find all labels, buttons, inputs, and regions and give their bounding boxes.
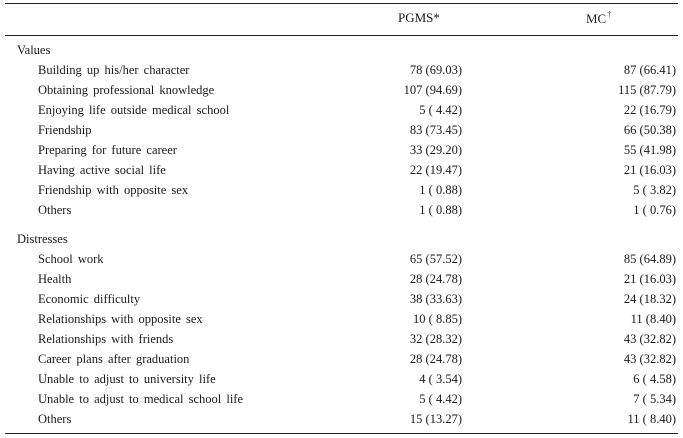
pgms-value: 5 ( 4.42) bbox=[419, 103, 462, 117]
pgms-value: 15 (13.27) bbox=[409, 412, 462, 426]
table-row bbox=[0, 163, 683, 183]
mc-value: 5 ( 3.82) bbox=[633, 183, 676, 197]
table-row bbox=[0, 392, 683, 412]
row-label: Health bbox=[38, 272, 72, 286]
pgms-value: 38 (33.63) bbox=[409, 292, 462, 306]
mc-value: 55 (41.98) bbox=[623, 143, 676, 157]
column-header-pgms: PGMS* bbox=[398, 10, 440, 25]
pgms-value: 65 (57.52) bbox=[409, 252, 462, 266]
table-row bbox=[0, 332, 683, 352]
table-row bbox=[0, 103, 683, 123]
table-top-rule bbox=[5, 3, 678, 4]
column-header-mc-label: MC bbox=[586, 11, 607, 26]
mc-value: 21 (16.03) bbox=[623, 272, 676, 286]
row-label: Obtaining professional knowledge bbox=[38, 83, 215, 97]
row-label: School work bbox=[38, 252, 104, 266]
row-label: Preparing for future career bbox=[38, 143, 177, 157]
mc-value: 24 (18.32) bbox=[623, 292, 676, 306]
row-label: Enjoying life outside medical school bbox=[38, 103, 230, 117]
column-header-mc bbox=[586, 10, 611, 27]
row-label: Relationships with opposite sex bbox=[38, 312, 203, 326]
row-label: Others bbox=[38, 203, 72, 217]
table-row bbox=[0, 203, 683, 223]
table-row bbox=[0, 292, 683, 312]
table-row bbox=[0, 63, 683, 83]
pgms-value: 83 (73.45) bbox=[409, 123, 462, 137]
pgms-value: 10 ( 8.85) bbox=[413, 312, 462, 326]
pgms-value: 28 (24.78) bbox=[409, 272, 462, 286]
row-label: Others bbox=[38, 412, 72, 426]
column-header-mc-footnote-mark: † bbox=[607, 10, 612, 19]
table-row bbox=[0, 252, 683, 272]
mc-value: 6 ( 4.58) bbox=[633, 372, 676, 386]
table-row bbox=[0, 312, 683, 332]
table-row bbox=[0, 352, 683, 372]
row-label: Friendship bbox=[38, 123, 92, 137]
pgms-value: 1 ( 0.88) bbox=[419, 183, 462, 197]
row-label: Building up his/her character bbox=[38, 63, 190, 77]
pgms-value: 28 (24.78) bbox=[409, 352, 462, 366]
table-row bbox=[0, 83, 683, 103]
pgms-value: 107 (94.69) bbox=[403, 83, 462, 97]
row-label: Friendship with opposite sex bbox=[38, 183, 189, 197]
pgms-value: 78 (69.03) bbox=[409, 63, 462, 77]
mc-value: 87 (66.41) bbox=[623, 63, 676, 77]
header-rule bbox=[5, 35, 678, 36]
mc-value: 85 (64.89) bbox=[623, 252, 676, 266]
mc-value: 22 (16.79) bbox=[623, 103, 676, 117]
mc-value: 66 (50.38) bbox=[623, 123, 676, 137]
table-row bbox=[0, 412, 683, 432]
row-label: Unable to adjust to university life bbox=[38, 372, 216, 386]
mc-value: 43 (32.82) bbox=[623, 332, 676, 346]
pgms-value: 22 (19.47) bbox=[409, 163, 462, 177]
mc-value: 21 (16.03) bbox=[623, 163, 676, 177]
section-title-distresses: Distresses bbox=[17, 232, 68, 246]
mc-value: 115 (87.79) bbox=[618, 83, 676, 97]
mc-value: 1 ( 0.76) bbox=[633, 203, 676, 217]
pgms-value: 1 ( 0.88) bbox=[419, 203, 462, 217]
pgms-value: 32 (28.32) bbox=[409, 332, 462, 346]
mc-value: 7 ( 5.34) bbox=[633, 392, 676, 406]
row-label: Career plans after graduation bbox=[38, 352, 190, 366]
table-bottom-rule bbox=[5, 433, 678, 434]
row-label: Unable to adjust to medical school life bbox=[38, 392, 244, 406]
pgms-value: 4 ( 3.54) bbox=[419, 372, 462, 386]
table-row bbox=[0, 123, 683, 143]
mc-value: 11 ( 8.40) bbox=[627, 412, 676, 426]
table-row bbox=[0, 272, 683, 292]
pgms-value: 33 (29.20) bbox=[409, 143, 462, 157]
table-row bbox=[0, 183, 683, 203]
row-label: Having active social life bbox=[38, 163, 166, 177]
table-row bbox=[0, 372, 683, 392]
section-title-values: Values bbox=[17, 43, 51, 57]
row-label: Relationships with friends bbox=[38, 332, 174, 346]
mc-value: 11 (8.40) bbox=[630, 312, 676, 326]
table-row bbox=[0, 143, 683, 163]
mc-value: 43 (32.82) bbox=[623, 352, 676, 366]
row-label: Economic difficulty bbox=[38, 292, 141, 306]
pgms-value: 5 ( 4.42) bbox=[419, 392, 462, 406]
